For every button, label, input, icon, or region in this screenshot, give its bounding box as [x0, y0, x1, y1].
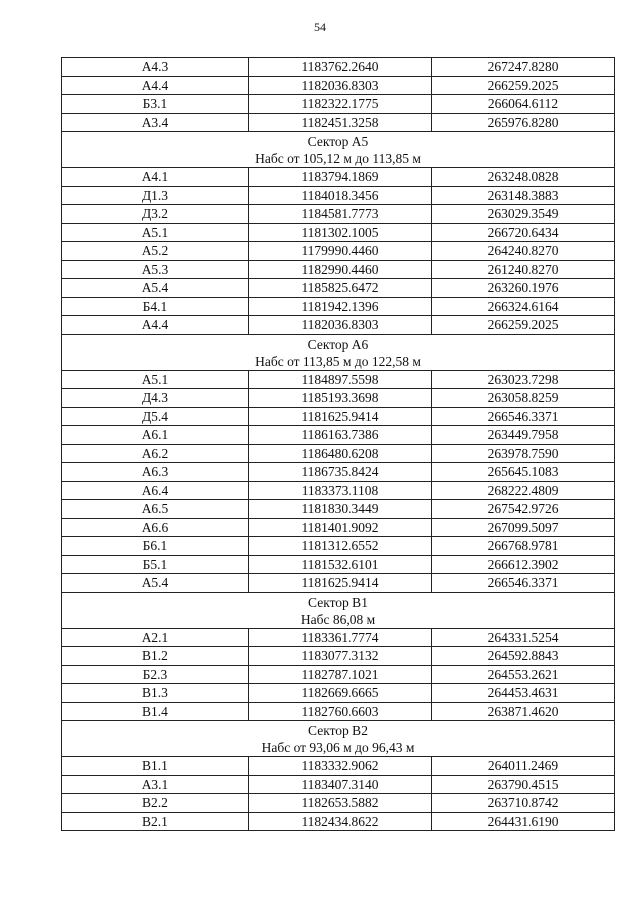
y-coordinate-cell: 263058.8259 — [432, 389, 615, 408]
x-coordinate-cell: 1182760.6603 — [249, 702, 432, 721]
point-name-cell: Б4.1 — [62, 297, 249, 316]
x-coordinate-cell: 1183361.7774 — [249, 628, 432, 647]
sector-header — [62, 334, 615, 370]
y-coordinate-cell: 267247.8280 — [432, 58, 615, 77]
x-coordinate-cell: 1181625.9414 — [249, 574, 432, 593]
table-row — [62, 500, 615, 519]
x-coordinate-cell: 1186163.7386 — [249, 426, 432, 445]
point-name-cell: А3.4 — [62, 113, 249, 132]
sector-header-row — [62, 334, 615, 370]
y-coordinate-cell: 266612.3902 — [432, 555, 615, 574]
table-row — [62, 812, 615, 831]
point-name-cell: Б6.1 — [62, 537, 249, 556]
table-row — [62, 444, 615, 463]
x-coordinate-cell: 1182653.5882 — [249, 794, 432, 813]
point-name-cell: А4.4 — [62, 76, 249, 95]
sector-title: Сектор А6 — [307, 336, 369, 352]
sector-height-range: Набс от 93,06 м до 96,43 м — [261, 740, 415, 755]
y-coordinate-cell: 264453.4631 — [432, 684, 615, 703]
x-coordinate-cell: 1182322.1775 — [249, 95, 432, 114]
y-coordinate-cell: 263260.1976 — [432, 279, 615, 298]
y-coordinate-cell: 266259.2025 — [432, 76, 615, 95]
x-coordinate-cell: 1181625.9414 — [249, 407, 432, 426]
point-name-cell: Д1.3 — [62, 186, 249, 205]
x-coordinate-cell: 1182669.6665 — [249, 684, 432, 703]
sector-height-range: Набс от 105,12 м до 113,85 м — [255, 151, 421, 166]
y-coordinate-cell: 266259.2025 — [432, 316, 615, 335]
table-row — [62, 168, 615, 187]
point-name-cell: А5.1 — [62, 370, 249, 389]
y-coordinate-cell: 263710.8742 — [432, 794, 615, 813]
table-row — [62, 684, 615, 703]
table-row — [62, 518, 615, 537]
y-coordinate-cell: 266324.6164 — [432, 297, 615, 316]
table-row — [62, 389, 615, 408]
point-name-cell: А3.1 — [62, 775, 249, 794]
point-name-cell: Д4.3 — [62, 389, 249, 408]
point-name-cell: А5.1 — [62, 223, 249, 242]
point-name-cell: В1.2 — [62, 647, 249, 666]
point-name-cell: А5.3 — [62, 260, 249, 279]
point-name-cell: Д5.4 — [62, 407, 249, 426]
x-coordinate-cell: 1184018.3456 — [249, 186, 432, 205]
y-coordinate-cell: 263871.4620 — [432, 702, 615, 721]
table-row — [62, 260, 615, 279]
sector-title: Сектор А5 — [307, 134, 369, 149]
x-coordinate-cell: 1182451.3258 — [249, 113, 432, 132]
y-coordinate-cell: 264331.5254 — [432, 628, 615, 647]
table-row — [62, 186, 615, 205]
x-coordinate-cell: 1183794.1869 — [249, 168, 432, 187]
y-coordinate-cell: 265645.1083 — [432, 463, 615, 482]
point-name-cell: В2.1 — [62, 812, 249, 831]
x-coordinate-cell: 1183077.3132 — [249, 647, 432, 666]
y-coordinate-cell: 267099.5097 — [432, 518, 615, 537]
x-coordinate-cell: 1182434.8622 — [249, 812, 432, 831]
table-row — [62, 205, 615, 224]
point-name-cell: А6.1 — [62, 426, 249, 445]
y-coordinate-cell: 268222.4809 — [432, 481, 615, 500]
point-name-cell: А6.6 — [62, 518, 249, 537]
x-coordinate-cell: 1183332.9062 — [249, 757, 432, 776]
coordinates-table-body — [62, 58, 615, 831]
x-coordinate-cell: 1184581.7773 — [249, 205, 432, 224]
table-row — [62, 407, 615, 426]
page-number: 54 — [314, 20, 326, 34]
y-coordinate-cell: 263148.3883 — [432, 186, 615, 205]
y-coordinate-cell: 263978.7590 — [432, 444, 615, 463]
table-row — [62, 757, 615, 776]
y-coordinate-cell: 264011.2469 — [432, 757, 615, 776]
table-row — [62, 702, 615, 721]
sector-height-range: Набс от 113,85 м до 122,58 м — [255, 353, 421, 369]
point-name-cell: А6.2 — [62, 444, 249, 463]
x-coordinate-cell: 1183407.3140 — [249, 775, 432, 794]
y-coordinate-cell: 265976.8280 — [432, 113, 615, 132]
y-coordinate-cell: 266546.3371 — [432, 574, 615, 593]
sector-header-row — [62, 132, 615, 168]
point-name-cell: А6.4 — [62, 481, 249, 500]
x-coordinate-cell: 1181302.1005 — [249, 223, 432, 242]
point-name-cell: А5.2 — [62, 242, 249, 261]
sector-header-row — [62, 592, 615, 628]
x-coordinate-cell: 1181532.6101 — [249, 555, 432, 574]
table-row — [62, 574, 615, 593]
y-coordinate-cell: 264592.8843 — [432, 647, 615, 666]
y-coordinate-cell: 263023.7298 — [432, 370, 615, 389]
table-row — [62, 370, 615, 389]
y-coordinate-cell: 266768.9781 — [432, 537, 615, 556]
sector-header — [62, 592, 615, 628]
table-row — [62, 463, 615, 482]
table-row — [62, 58, 615, 77]
x-coordinate-cell: 1181312.6552 — [249, 537, 432, 556]
point-name-cell: А4.1 — [62, 168, 249, 187]
point-name-cell: Б5.1 — [62, 555, 249, 574]
x-coordinate-cell: 1179990.4460 — [249, 242, 432, 261]
x-coordinate-cell: 1182787.1021 — [249, 665, 432, 684]
x-coordinate-cell: 1181830.3449 — [249, 500, 432, 519]
sector-title: Сектор В1 — [308, 594, 368, 610]
point-name-cell: А5.4 — [62, 279, 249, 298]
table-row — [62, 647, 615, 666]
table-row — [62, 775, 615, 794]
x-coordinate-cell: 1182036.8303 — [249, 316, 432, 335]
point-name-cell: А5.4 — [62, 574, 249, 593]
table-row — [62, 297, 615, 316]
point-name-cell: Б3.1 — [62, 95, 249, 114]
table-row — [62, 426, 615, 445]
point-name-cell: А4.3 — [62, 58, 249, 77]
coordinates-table — [61, 57, 615, 831]
x-coordinate-cell: 1185193.3698 — [249, 389, 432, 408]
point-name-cell: В1.1 — [62, 757, 249, 776]
y-coordinate-cell: 267542.9726 — [432, 500, 615, 519]
x-coordinate-cell: 1186735.8424 — [249, 463, 432, 482]
table-row — [62, 537, 615, 556]
point-name-cell: А6.5 — [62, 500, 249, 519]
y-coordinate-cell: 264431.6190 — [432, 812, 615, 831]
table-row — [62, 628, 615, 647]
point-name-cell: А2.1 — [62, 628, 249, 647]
y-coordinate-cell: 264553.2621 — [432, 665, 615, 684]
table-row — [62, 555, 615, 574]
sector-height-range: Набс 86,08 м — [300, 611, 376, 627]
sector-header — [62, 721, 615, 757]
point-name-cell: А4.4 — [62, 316, 249, 335]
x-coordinate-cell: 1183373.1108 — [249, 481, 432, 500]
table-row — [62, 481, 615, 500]
y-coordinate-cell: 263029.3549 — [432, 205, 615, 224]
table-row — [62, 242, 615, 261]
sector-title: Сектор В2 — [308, 723, 368, 738]
x-coordinate-cell: 1181401.9092 — [249, 518, 432, 537]
sector-header — [62, 132, 615, 168]
x-coordinate-cell: 1185825.6472 — [249, 279, 432, 298]
point-name-cell: А6.3 — [62, 463, 249, 482]
point-name-cell: Д3.2 — [62, 205, 249, 224]
table-row — [62, 223, 615, 242]
y-coordinate-cell: 266064.6112 — [432, 95, 615, 114]
y-coordinate-cell: 266720.6434 — [432, 223, 615, 242]
sector-header-row — [62, 721, 615, 757]
table-row — [62, 316, 615, 335]
table-row — [62, 113, 615, 132]
point-name-cell: В2.2 — [62, 794, 249, 813]
y-coordinate-cell: 263248.0828 — [432, 168, 615, 187]
x-coordinate-cell: 1183762.2640 — [249, 58, 432, 77]
y-coordinate-cell: 263790.4515 — [432, 775, 615, 794]
y-coordinate-cell: 263449.7958 — [432, 426, 615, 445]
table-row — [62, 794, 615, 813]
x-coordinate-cell: 1182036.8303 — [249, 76, 432, 95]
point-name-cell: В1.4 — [62, 702, 249, 721]
point-name-cell: Б2.3 — [62, 665, 249, 684]
x-coordinate-cell: 1184897.5598 — [249, 370, 432, 389]
y-coordinate-cell: 264240.8270 — [432, 242, 615, 261]
table-row — [62, 76, 615, 95]
table-row — [62, 279, 615, 298]
x-coordinate-cell: 1181942.1396 — [249, 297, 432, 316]
point-name-cell: В1.3 — [62, 684, 249, 703]
y-coordinate-cell: 266546.3371 — [432, 407, 615, 426]
table-row — [62, 95, 615, 114]
y-coordinate-cell: 261240.8270 — [432, 260, 615, 279]
x-coordinate-cell: 1182990.4460 — [249, 260, 432, 279]
table-row — [62, 665, 615, 684]
x-coordinate-cell: 1186480.6208 — [249, 444, 432, 463]
